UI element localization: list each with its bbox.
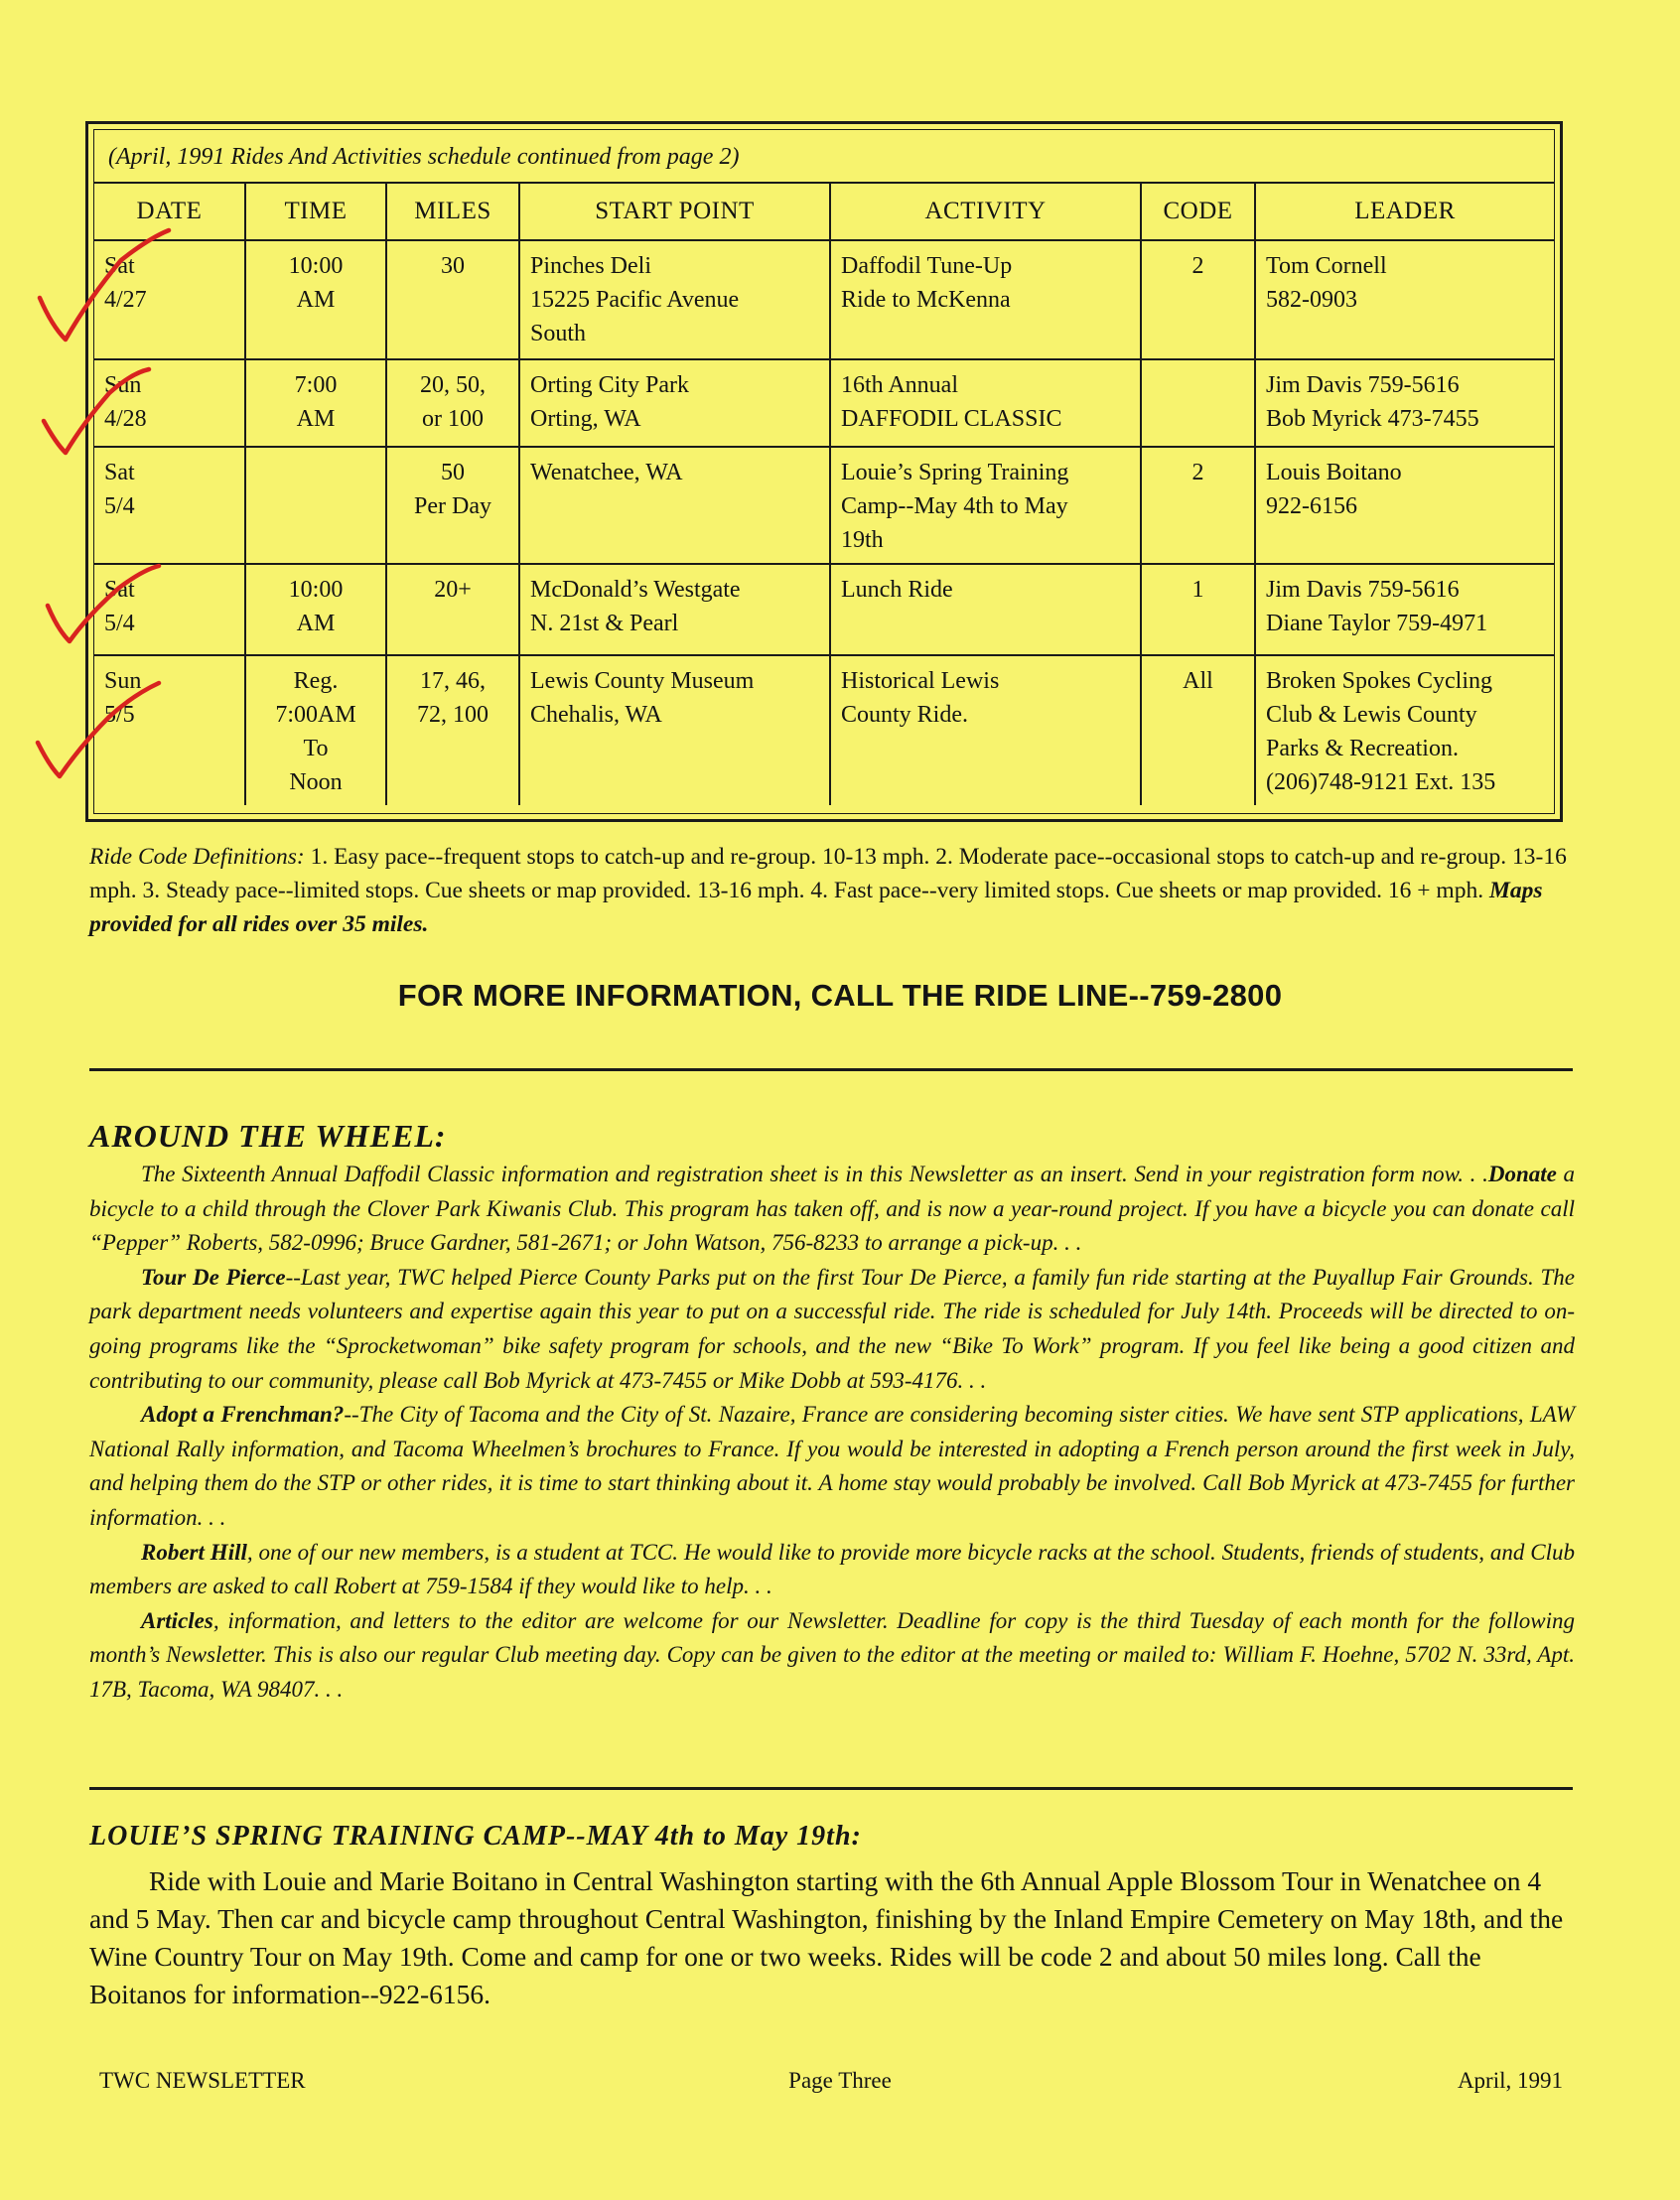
cell-date-line: 5/5 (104, 702, 135, 728)
cell-activity-line: Ride to McKenna (841, 287, 1011, 313)
around-the-wheel-body (89, 1158, 1575, 1708)
atw-paragraph (89, 1158, 1575, 1261)
schedule-row (94, 359, 1554, 447)
cell-activity-line: 16th Annual (841, 372, 958, 398)
cell-miles-line: 17, 46, (420, 668, 486, 694)
louie-camp-heading: LOUIE’S SPRING TRAINING CAMP--MAY 4th to May 19th: (89, 1821, 862, 1852)
cell-leader-line: Broken Spokes Cycling (1266, 668, 1492, 694)
cell-date (94, 564, 245, 655)
cell-leader-line: Diane Taylor 759-4971 (1266, 611, 1488, 636)
cell-date-line: Sun (104, 668, 142, 694)
around-the-wheel-heading: AROUND THE WHEEL: (89, 1118, 447, 1154)
divider (89, 1068, 1573, 1071)
atw-lead: Articles (141, 1607, 213, 1633)
cell-date-line: Sun (104, 372, 142, 398)
atw-text: a bicycle to a child through the Clover Park Kiwanis Club. This program has taken off, and is now a year-round project. If you have a bicycle you can donate call “Pepper” Roberts, 582-0996; Bruce Gardner, 581-2671; or John Watson, 756-8233 to arrange a pick-up. . . (89, 1162, 1575, 1256)
cell-leader-line: Jim Davis 759-5616 (1266, 577, 1460, 603)
cell-activity-line: Daffodil Tune-Up (841, 253, 1013, 279)
cell-date-line: 5/4 (104, 611, 135, 636)
cell-time-line: 7:00AM (275, 702, 356, 728)
schedule-table-frame (85, 121, 1563, 822)
cell-activity (830, 655, 1141, 805)
cell-leader-line: (206)748-9121 Ext. 135 (1266, 769, 1496, 795)
header-activity: ACTIVITY (830, 184, 1141, 240)
cell-start-point-line: Lewis County Museum (530, 668, 755, 694)
cell-activity-line: DAFFODIL CLASSIC (841, 406, 1062, 432)
cell-start-point-line: Orting City Park (530, 372, 689, 398)
cell-activity-line: Camp--May 4th to May (841, 493, 1068, 519)
ride-code-label: Ride Code Definitions: (89, 844, 305, 870)
cell-leader-line: Jim Davis 759-5616 (1266, 372, 1460, 398)
cell-code (1141, 564, 1255, 655)
cell-date-line: 5/4 (104, 493, 135, 519)
cell-code (1141, 655, 1255, 805)
cell-time-line: Reg. (293, 668, 339, 694)
schedule-row (94, 240, 1554, 359)
cell-start-point-line: South (530, 321, 587, 346)
cell-miles-line: 30 (441, 253, 465, 279)
cell-date-line: 4/28 (104, 406, 147, 432)
footer-newsletter-name: TWC NEWSLETTER (99, 2068, 306, 2093)
cell-date-line: Sat (104, 577, 135, 603)
cell-time-line: Noon (289, 769, 343, 795)
cell-activity (830, 564, 1141, 655)
cell-start-point (519, 564, 830, 655)
header-leader: LEADER (1255, 184, 1554, 240)
cell-leader-line: 582-0903 (1266, 287, 1357, 313)
cell-leader (1255, 447, 1554, 564)
atw-paragraph (89, 1398, 1575, 1535)
header-code: CODE (1141, 184, 1255, 240)
schedule-table (94, 184, 1554, 805)
cell-leader (1255, 655, 1554, 805)
cell-miles (386, 655, 519, 805)
cell-date (94, 447, 245, 564)
cell-activity (830, 447, 1141, 564)
cell-miles-line: 72, 100 (417, 702, 489, 728)
footer-page-number: Page Three (788, 2068, 892, 2093)
cell-time (245, 655, 386, 805)
cell-miles (386, 359, 519, 447)
cell-date-line: Sat (104, 253, 135, 279)
schedule-header-row (94, 184, 1554, 240)
schedule-row (94, 447, 1554, 564)
schedule-caption: (April, 1991 Rides And Activities schedule continued from page 2) (94, 130, 1554, 184)
cell-time (245, 447, 386, 564)
maps-note: Maps provided for all rides over 35 miles. (89, 878, 1543, 937)
cell-start-point-line: McDonald’s Westgate (530, 577, 741, 603)
cell-time-line: 7:00 (294, 372, 338, 398)
cell-code (1141, 359, 1255, 447)
atw-text: , one of our new members, is a student at TCC. He would like to provide more bicycle racks at the school. Students, friends of students, and Club members are asked to call Robert at 759-1584 if they would like to help. . . (89, 1539, 1575, 1599)
cell-miles (386, 564, 519, 655)
cell-time (245, 240, 386, 359)
cell-miles-line: Per Day (414, 493, 491, 519)
atw-lead: Tour De Pierce (141, 1264, 286, 1290)
cell-leader-line: Club & Lewis County (1266, 702, 1477, 728)
cell-activity-line: 19th (841, 527, 884, 553)
cell-time-line: AM (296, 287, 336, 313)
cell-leader-line: Bob Myrick 473-7455 (1266, 406, 1479, 432)
cell-start-point-line: N. 21st & Pearl (530, 611, 679, 636)
cell-date (94, 655, 245, 805)
cell-activity-line: Louie’s Spring Training (841, 460, 1069, 485)
cell-leader-line: 922-6156 (1266, 493, 1357, 519)
cell-miles-line: 20, 50, (420, 372, 486, 398)
cell-miles-line: 50 (441, 460, 465, 485)
atw-paragraph (89, 1536, 1575, 1604)
cell-date-line: Sat (104, 460, 135, 485)
cell-time-line: To (303, 736, 329, 761)
cell-leader-line: Parks & Recreation. (1266, 736, 1459, 761)
cell-code (1141, 240, 1255, 359)
atw-paragraph (89, 1261, 1575, 1398)
cell-time-line: AM (296, 611, 336, 636)
cell-start-point (519, 447, 830, 564)
cell-activity-line: Historical Lewis (841, 668, 1000, 694)
cell-code (1141, 447, 1255, 564)
cell-start-point (519, 240, 830, 359)
cell-miles-line: or 100 (422, 406, 484, 432)
cell-miles-line: 20+ (434, 577, 472, 603)
footer-date: April, 1991 (1457, 2068, 1563, 2093)
cell-start-point-line: Pinches Deli (530, 253, 651, 279)
cell-time-line: AM (296, 406, 336, 432)
cell-start-point-line: 15225 Pacific Avenue (530, 287, 740, 313)
cell-code-line: 2 (1191, 460, 1204, 485)
louie-camp-text: Ride with Louie and Marie Boitano in Central Washington starting with the 6th Annual Apple Blossom Tour in Wenatchee on 4 and 5 May. Then car and bicycle camp throughout Central Washington, finishing by the Inland Empire Cemetery on May 18th, and the Wine Country Tour on May 19th. Come and camp for one or two weeks. Rides will be code 2 and about 50 miles long. Call the Boitanos for information--922-6156. (89, 1865, 1564, 2009)
cell-leader (1255, 240, 1554, 359)
cell-activity (830, 240, 1141, 359)
schedule-row (94, 655, 1554, 805)
cell-start-point (519, 359, 830, 447)
cell-leader (1255, 564, 1554, 655)
ride-line-callout: FOR MORE INFORMATION, CALL THE RIDE LINE--759-2800 (397, 978, 1283, 1013)
cell-activity (830, 359, 1141, 447)
cell-date-line: 4/27 (104, 287, 147, 313)
cell-code-line: All (1183, 668, 1213, 694)
ride-code-text: 1. Easy pace--frequent stops to catch-up and re-group. 10-13 mph. 2. Moderate pace--occasional stops to catch-up and re-group. 13-16 mph. 3. Steady pace--limited stops. Cue sheets or map provided. 13-16 mph. 4. Fast pace--very limited stops. Cue sheets or map provided. 16 + mph. (89, 844, 1567, 903)
header-time: TIME (245, 184, 386, 240)
atw-text: --The City of Tacoma and the City of St. Nazaire, France are considering becoming sister cities. We have sent STP applications, LAW National Rally information, and Tacoma Wheelmen’s brochures to France. If you would be interested in adopting a French person around the first week in July, and helping them do the STP or other rides, it is time to start thinking about it. A home stay would probably be involved. Call Bob Myrick at 473-7455 for further information. . . (89, 1402, 1575, 1530)
cell-miles (386, 240, 519, 359)
atw-text: The Sixteenth Annual Daffodil Classic information and registration sheet is in this Newsletter as an insert. Send in your registration form now. . . (141, 1162, 1488, 1186)
cell-start-point-line: Chehalis, WA (530, 702, 662, 728)
cell-activity-line: Lunch Ride (841, 577, 953, 603)
atw-paragraph (89, 1604, 1575, 1708)
cell-activity-line: County Ride. (841, 702, 969, 728)
atw-text: --Last year, TWC helped Pierce County Parks put on the first Tour De Pierce, a family fun ride starting at the Puyallup Fair Grounds. The park department needs volunteers and expertise again this year to put on a successful ride. The ride is scheduled for July 14th. Proceeds will be directed to on-going programs like the “Sprocketwoman” bike safety program for schools, and the new “Bike To Work” program. If you feel like being a good citizen and contributing to our community, please call Bob Myrick at 473-7455 or Mike Dobb at 593-4176. . . (89, 1264, 1576, 1393)
cell-date (94, 240, 245, 359)
atw-lead: Robert Hill (141, 1539, 247, 1565)
cell-date (94, 359, 245, 447)
ride-code-definitions (89, 840, 1575, 941)
atw-lead: Adopt a Frenchman? (141, 1402, 345, 1428)
cell-time-line: 10:00 (288, 577, 344, 603)
cell-start-point-line: Orting, WA (530, 406, 641, 432)
cell-time-line: 10:00 (288, 253, 344, 279)
atw-text: , information, and letters to the editor are welcome for our Newsletter. Deadline for copy is the third Tuesday of each month for the following month’s Newsletter. This is also our regular Club meeting day. Copy can be given to the editor at the meeting or mailed to: William F. Hoehne, 5702 N. 33rd, Apt. 17B, Tacoma, WA 98407. . . (89, 1607, 1575, 1702)
cell-leader (1255, 359, 1554, 447)
schedule-row (94, 564, 1554, 655)
cell-miles (386, 447, 519, 564)
cell-code-line: 2 (1191, 253, 1204, 279)
atw-lead: Donate (1487, 1162, 1557, 1186)
header-miles: MILES (386, 184, 519, 240)
header-start-point: START POINT (519, 184, 830, 240)
cell-start-point (519, 655, 830, 805)
cell-leader-line: Louis Boitano (1266, 460, 1402, 485)
louie-camp-body (89, 1862, 1575, 2013)
cell-time (245, 564, 386, 655)
cell-code-line: 1 (1191, 577, 1204, 603)
cell-start-point-line: Wenatchee, WA (530, 460, 683, 485)
cell-time (245, 359, 386, 447)
cell-leader-line: Tom Cornell (1266, 253, 1387, 279)
header-date: DATE (94, 184, 245, 240)
divider (89, 1787, 1573, 1790)
